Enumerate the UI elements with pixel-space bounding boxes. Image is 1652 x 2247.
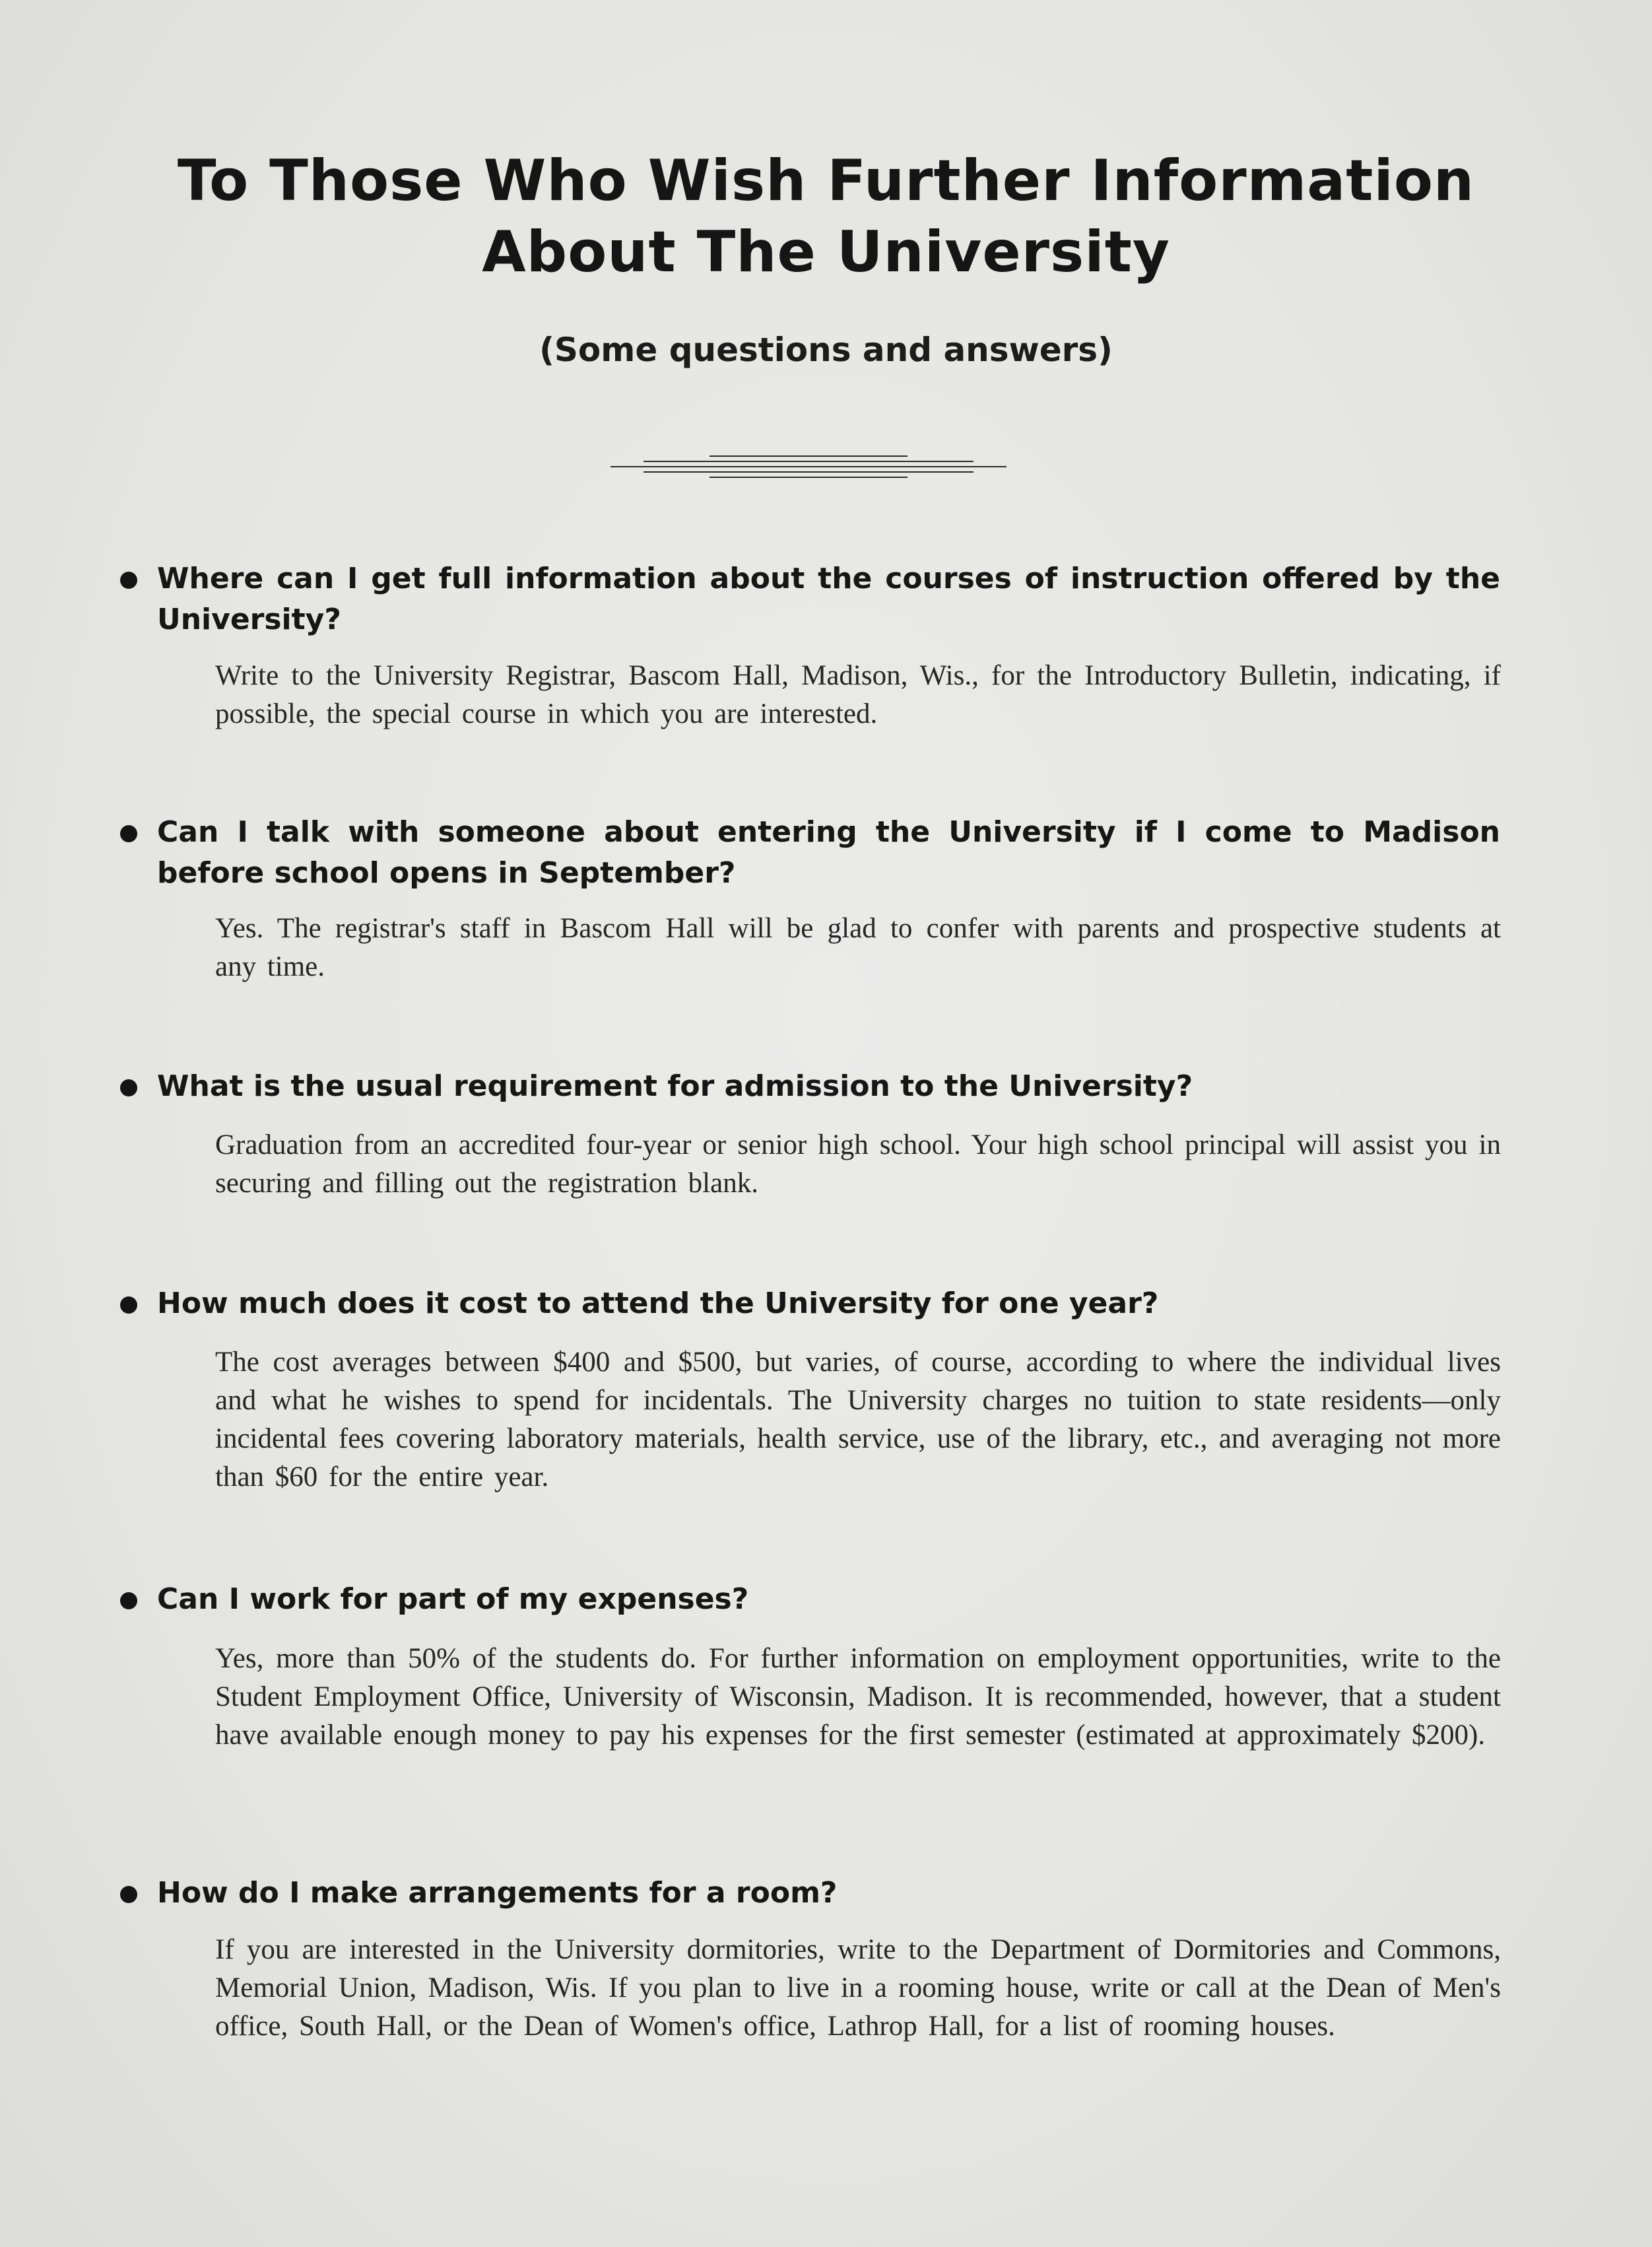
answer-text: If you are interested in the University dormitories, write to the Department of Dormitories and Commons, Memorial Union, Madison, Wis. If you plan to live in a rooming house, write or call at the Dean of Men's office, South Hall, or the Dean of Women's office, Lathrop Hall, for a list of rooming houses.: [215, 1934, 1501, 2042]
answer-text: The cost averages between $400 and $500, but varies, of course, according to where the individual lives and what he wishes to spend for incidentals. The University charges no tuition to state residents—only incidental fees covering laboratory materials, health service, use of the library, etc., and averaging not more than $60 for the entire year.: [215, 1347, 1501, 1492]
answer-text: Graduation from an accredited four-year or senior high school. Your high school principal will assist you in securing and filling out the registration blank.: [215, 1129, 1501, 1199]
page-title-line-1: To Those Who Wish Further Information: [177, 148, 1475, 214]
question-text: What is the usual requirement for admission to the University?: [157, 1069, 1193, 1103]
decorative-rule: [611, 452, 1007, 481]
question-text: Can I talk with someone about entering the University if I come to Madison before school opens in September?: [157, 815, 1500, 890]
bullet-icon: [120, 1296, 137, 1314]
bullet-icon: [120, 825, 137, 842]
bullet-icon: [120, 1886, 137, 1903]
bullet-icon: [120, 1592, 137, 1609]
question-text: How much does it cost to attend the University for one year?: [157, 1287, 1159, 1320]
bullet-icon: [120, 1079, 137, 1096]
bullet-icon: [120, 572, 137, 589]
question-text: Where can I get full information about the courses of instruction offered by the University?: [157, 562, 1500, 636]
question-text: How do I make arrangements for a room?: [157, 1876, 838, 1910]
answer-text: Yes. The registrar's staff in Bascom Hall will be glad to confer with parents and prospective students at any time.: [215, 913, 1501, 982]
page-title-line-2: About The University: [482, 219, 1170, 285]
answer-text: Yes, more than 50% of the students do. For further information on employment opportunities, write to the Student Employment Office, University of Wisconsin, Madison. It is recommended, however, that a student have available enough money to pay his expenses for the first semester (estimated at approximately $200).: [215, 1643, 1501, 1751]
answer-text: Write to the University Registrar, Bascom Hall, Madison, Wis., for the Introductory Bulletin, indicating, if possible, the special course in which you are interested.: [215, 660, 1501, 729]
question-text: Can I work for part of my expenses?: [157, 1582, 749, 1616]
page-subtitle: (Some questions and answers): [539, 331, 1113, 369]
